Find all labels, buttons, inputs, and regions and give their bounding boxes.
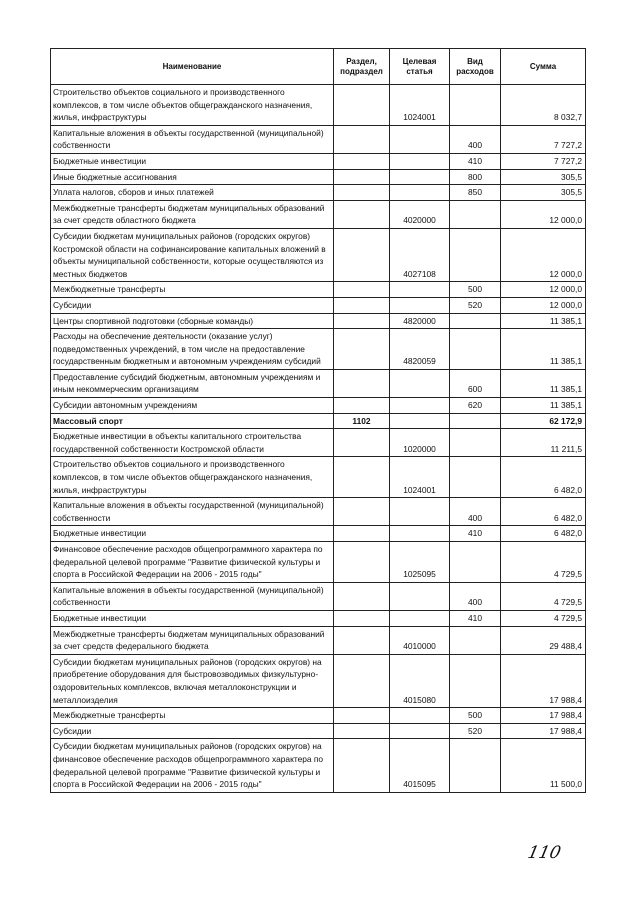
cell-section — [334, 457, 390, 498]
cell-target — [390, 582, 450, 610]
cell-name: Межбюджетные трансферты — [51, 282, 334, 298]
cell-type: 400 — [450, 125, 501, 153]
cell-type — [450, 457, 501, 498]
cell-sum: 11 211,5 — [501, 429, 586, 457]
cell-sum: 17 988,4 — [501, 708, 586, 724]
cell-type — [450, 542, 501, 583]
cell-name: Субсидии бюджетам муниципальных районов (городских округов) Костромской области на софинансирование капитальных вложений в объекты муниципальной собственности, которые осуществляются из местных бюджетов — [51, 228, 334, 281]
cell-section — [334, 153, 390, 169]
table-row — [51, 297, 586, 313]
cell-section — [334, 498, 390, 526]
cell-target — [390, 413, 450, 429]
cell-section — [334, 329, 390, 370]
header-name: Наименование — [51, 49, 334, 85]
cell-name: Межбюджетные трансферты бюджетам муниципальных образований за счет средств областного бюджета — [51, 200, 334, 228]
cell-sum: 11 385,1 — [501, 329, 586, 370]
cell-name: Финансовое обеспечение расходов общепрограммного характера по федеральной целевой программе "Развитие физической культуры и спорта в Российской Федерации на 2006 - 2015 годы" — [51, 542, 334, 583]
cell-type: 620 — [450, 398, 501, 414]
cell-sum: 4 729,5 — [501, 542, 586, 583]
table-row — [51, 457, 586, 498]
cell-target: 4015080 — [390, 654, 450, 707]
cell-sum: 11 500,0 — [501, 739, 586, 792]
cell-type: 600 — [450, 369, 501, 397]
cell-sum: 4 729,5 — [501, 610, 586, 626]
header-sum: Сумма — [501, 49, 586, 85]
cell-sum: 4 729,5 — [501, 582, 586, 610]
cell-section — [334, 200, 390, 228]
cell-sum: 11 385,1 — [501, 369, 586, 397]
header-target: Целевая статья — [390, 49, 450, 85]
table-row — [51, 654, 586, 707]
cell-section — [334, 723, 390, 739]
cell-name: Строительство объектов социального и производственного комплексов, в том числе объектов общегражданского назначения, жилья, инфраструктуры — [51, 457, 334, 498]
table-row — [51, 429, 586, 457]
cell-sum: 7 727,2 — [501, 153, 586, 169]
cell-type: 400 — [450, 582, 501, 610]
cell-section: 1102 — [334, 413, 390, 429]
cell-section — [334, 582, 390, 610]
table-row — [51, 125, 586, 153]
table-row — [51, 313, 586, 329]
cell-section — [334, 369, 390, 397]
cell-section — [334, 429, 390, 457]
cell-type: 410 — [450, 526, 501, 542]
cell-sum: 62 172,9 — [501, 413, 586, 429]
table-row — [51, 739, 586, 792]
cell-name: Строительство объектов социального и производственного комплексов, в том числе объектов общегражданского назначения, жилья, инфраструктуры — [51, 85, 334, 126]
cell-section — [334, 169, 390, 185]
cell-sum: 11 385,1 — [501, 398, 586, 414]
table-row — [51, 200, 586, 228]
cell-type: 520 — [450, 297, 501, 313]
cell-target: 1020000 — [390, 429, 450, 457]
cell-sum: 6 482,0 — [501, 498, 586, 526]
header-section: Раздел, подраздел — [334, 49, 390, 85]
cell-name: Капитальные вложения в объекты государственной (муниципальной) собственности — [51, 498, 334, 526]
cell-target — [390, 169, 450, 185]
table-row — [51, 398, 586, 414]
cell-target — [390, 526, 450, 542]
cell-name: Субсидии — [51, 723, 334, 739]
cell-sum: 8 032,7 — [501, 85, 586, 126]
cell-target — [390, 125, 450, 153]
cell-section — [334, 542, 390, 583]
table-header-row — [51, 49, 586, 85]
cell-sum: 305,5 — [501, 169, 586, 185]
cell-target — [390, 369, 450, 397]
cell-section — [334, 282, 390, 298]
cell-sum: 7 727,2 — [501, 125, 586, 153]
table-row — [51, 369, 586, 397]
cell-target — [390, 723, 450, 739]
cell-name: Субсидии — [51, 297, 334, 313]
cell-target — [390, 282, 450, 298]
cell-section — [334, 125, 390, 153]
table-row — [51, 610, 586, 626]
cell-type: 410 — [450, 610, 501, 626]
budget-table — [50, 48, 586, 793]
cell-section — [334, 626, 390, 654]
cell-type — [450, 626, 501, 654]
cell-name: Бюджетные инвестиции — [51, 526, 334, 542]
cell-target: 4020000 — [390, 200, 450, 228]
cell-type — [450, 654, 501, 707]
cell-target: 4010000 — [390, 626, 450, 654]
cell-section — [334, 313, 390, 329]
cell-sum: 12 000,0 — [501, 200, 586, 228]
cell-sum: 17 988,4 — [501, 654, 586, 707]
cell-sum: 305,5 — [501, 185, 586, 201]
cell-section — [334, 739, 390, 792]
cell-sum: 12 000,0 — [501, 297, 586, 313]
cell-sum: 12 000,0 — [501, 228, 586, 281]
cell-name: Массовый спорт — [51, 413, 334, 429]
cell-section — [334, 526, 390, 542]
cell-target: 1024001 — [390, 457, 450, 498]
cell-target: 4820059 — [390, 329, 450, 370]
cell-name: Субсидии бюджетам муниципальных районов (городских округов) на приобретение оборудования для быстровозводимых физкультурно-оздоровительных комплексов, включая металлоконструкции и металлоизделия — [51, 654, 334, 707]
cell-target — [390, 153, 450, 169]
table-row — [51, 723, 586, 739]
cell-target — [390, 610, 450, 626]
cell-type — [450, 429, 501, 457]
cell-target: 4027108 — [390, 228, 450, 281]
cell-section — [334, 85, 390, 126]
table-row — [51, 228, 586, 281]
table-row — [51, 708, 586, 724]
cell-target: 4015095 — [390, 739, 450, 792]
header-type: Вид расходов — [450, 49, 501, 85]
cell-target — [390, 708, 450, 724]
cell-type: 850 — [450, 185, 501, 201]
cell-sum: 6 482,0 — [501, 526, 586, 542]
cell-name: Бюджетные инвестиции в объекты капитального строительства государственной собственности Костромской области — [51, 429, 334, 457]
cell-type — [450, 413, 501, 429]
cell-target: 4820000 — [390, 313, 450, 329]
cell-type: 500 — [450, 282, 501, 298]
table-row — [51, 169, 586, 185]
cell-name: Межбюджетные трансферты бюджетам муниципальных образований за счет средств федерального бюджета — [51, 626, 334, 654]
cell-sum: 6 482,0 — [501, 457, 586, 498]
cell-name: Субсидии бюджетам муниципальных районов (городских округов) на финансовое обеспечение расходов общепрограммного характера по федеральной целевой программе "Развитие физической культуры и спорта в Российской Федерации на 2006 - 2015 годы" — [51, 739, 334, 792]
cell-name: Уплата налогов, сборов и иных платежей — [51, 185, 334, 201]
cell-sum: 11 385,1 — [501, 313, 586, 329]
table-row — [51, 498, 586, 526]
table-row — [51, 85, 586, 126]
table-row — [51, 582, 586, 610]
table-row — [51, 413, 586, 429]
cell-name: Межбюджетные трансферты — [51, 708, 334, 724]
cell-sum: 12 000,0 — [501, 282, 586, 298]
cell-type — [450, 739, 501, 792]
cell-type — [450, 228, 501, 281]
cell-type: 800 — [450, 169, 501, 185]
cell-name: Бюджетные инвестиции — [51, 153, 334, 169]
cell-name: Капитальные вложения в объекты государственной (муниципальной) собственности — [51, 125, 334, 153]
table-row — [51, 526, 586, 542]
cell-type — [450, 200, 501, 228]
cell-name: Расходы на обеспечение деятельности (оказание услуг) подведомственных учреждений, в том числе на предоставление государственным бюджетным и автономным учреждениям субсидий — [51, 329, 334, 370]
cell-section — [334, 654, 390, 707]
page-number: 110 — [525, 843, 563, 863]
cell-type — [450, 313, 501, 329]
table-row — [51, 185, 586, 201]
table-row — [51, 626, 586, 654]
table-row — [51, 542, 586, 583]
cell-name: Капитальные вложения в объекты государственной (муниципальной) собственности — [51, 582, 334, 610]
table-row — [51, 329, 586, 370]
cell-section — [334, 398, 390, 414]
cell-target — [390, 185, 450, 201]
cell-target: 1025095 — [390, 542, 450, 583]
cell-type — [450, 85, 501, 126]
cell-type: 410 — [450, 153, 501, 169]
cell-type — [450, 329, 501, 370]
table-row — [51, 153, 586, 169]
cell-name: Бюджетные инвестиции — [51, 610, 334, 626]
cell-target — [390, 498, 450, 526]
cell-type: 500 — [450, 708, 501, 724]
cell-sum: 17 988,4 — [501, 723, 586, 739]
cell-section — [334, 297, 390, 313]
cell-name: Центры спортивной подготовки (сборные команды) — [51, 313, 334, 329]
cell-section — [334, 185, 390, 201]
table-row — [51, 282, 586, 298]
table-body — [51, 85, 586, 793]
cell-sum: 29 488,4 — [501, 626, 586, 654]
cell-target: 1024001 — [390, 85, 450, 126]
cell-name: Предоставление субсидий бюджетным, автономным учреждениям и иным некоммерческим организациям — [51, 369, 334, 397]
cell-type: 520 — [450, 723, 501, 739]
cell-section — [334, 228, 390, 281]
cell-section — [334, 610, 390, 626]
cell-type: 400 — [450, 498, 501, 526]
cell-name: Субсидии автономным учреждениям — [51, 398, 334, 414]
cell-name: Иные бюджетные ассигнования — [51, 169, 334, 185]
cell-target — [390, 297, 450, 313]
cell-target — [390, 398, 450, 414]
cell-section — [334, 708, 390, 724]
